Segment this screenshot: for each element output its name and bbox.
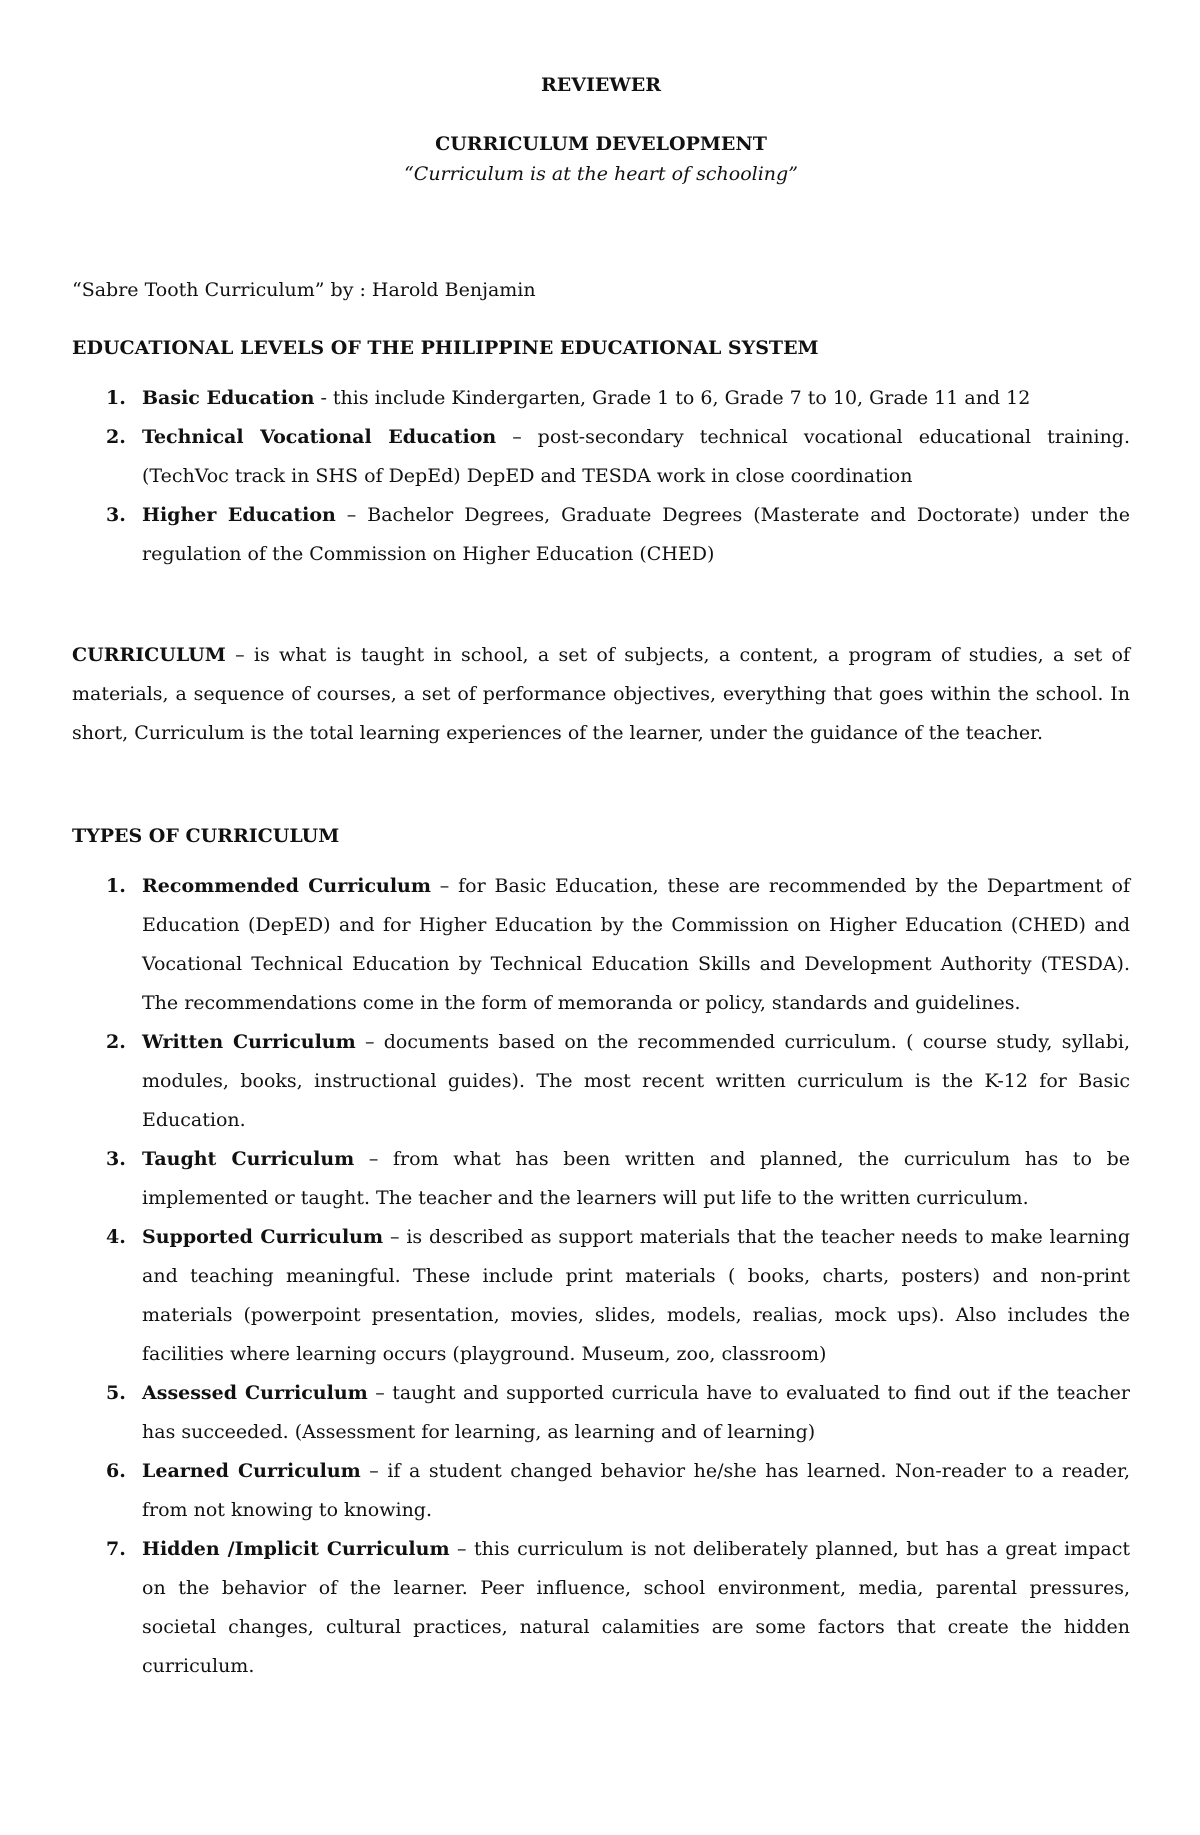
list-text: – Bachelor Degrees, Graduate Degrees (Masterate and Doctorate) under the regulation of the Commission on Higher Education (CHED)	[142, 504, 1130, 565]
list-number: 4.	[106, 1226, 126, 1248]
list-term: Taught Curriculum	[142, 1148, 355, 1170]
list-item	[72, 418, 1130, 496]
list-item	[72, 1530, 1130, 1686]
document-subtitle: CURRICULUM DEVELOPMENT	[435, 133, 767, 155]
list-number: 1.	[106, 387, 126, 409]
byline: “Sabre Tooth Curriculum” by : Harold Benjamin	[72, 279, 536, 301]
list-number: 3.	[106, 504, 126, 526]
list-text: – if a student changed behavior he/she has learned. Non-reader to a reader, from not knowing to knowing.	[142, 1460, 1131, 1521]
list-item	[72, 496, 1130, 574]
list-text: – taught and supported curricula have to evaluated to find out if the teacher has succeeded. (Assessment for learning, as learning and of learning)	[142, 1382, 1130, 1443]
curriculum-term: CURRICULUM	[72, 644, 226, 666]
list-number: 2.	[106, 426, 126, 448]
list-number: 7.	[106, 1538, 126, 1560]
epigraph: “Curriculum is at the heart of schooling”	[404, 163, 798, 185]
list-text: – post-secondary technical vocational educational training. (TechVoc track in SHS of DepEd) DepED and TESDA work in close coordination	[142, 426, 1131, 487]
list-number: 6.	[106, 1460, 126, 1482]
list-term: Basic Education	[142, 387, 315, 409]
list-item	[72, 1374, 1130, 1452]
list-item	[72, 1218, 1130, 1374]
levels-list	[72, 379, 1130, 574]
list-number: 1.	[106, 875, 126, 897]
list-term: Technical Vocational Education	[142, 426, 497, 448]
list-text: – documents based on the recommended curriculum. ( course study, syllabi, modules, books, instructional guides). The most recent written curriculum is the K-12 for Basic Education.	[142, 1031, 1130, 1131]
list-item	[72, 867, 1130, 1023]
list-text: – for Basic Education, these are recommended by the Department of Education (DepED) and for Higher Education by the Commission on Higher Education (CHED) and Vocational Technical Education by Technical Education Skills and Development Authority (TESDA). The recommendations come in the form of memoranda or policy, standards and guidelines.	[142, 875, 1130, 1014]
list-item	[72, 1023, 1130, 1140]
types-heading: TYPES OF CURRICULUM	[72, 825, 340, 847]
list-text: – this curriculum is not deliberately planned, but has a great impact on the behavior of the learner. Peer influence, school environment, media, parental pressures, societal changes, cultural practices, natural calamities are some factors that create the hidden curriculum.	[142, 1538, 1131, 1677]
list-term: Higher Education	[142, 504, 336, 526]
list-number: 3.	[106, 1148, 126, 1170]
list-term: Learned Curriculum	[142, 1460, 361, 1482]
list-term: Supported Curriculum	[142, 1226, 384, 1248]
list-item	[72, 1140, 1130, 1218]
list-term: Written Curriculum	[142, 1031, 356, 1053]
curriculum-text: – is what is taught in school, a set of subjects, a content, a program of studies, a set of materials, a sequence of courses, a set of performance objectives, everything that goes within the school. In short, Curriculum is the total learning experiences of the learner, under the guidance of the teacher.	[72, 644, 1130, 744]
levels-heading: EDUCATIONAL LEVELS OF THE PHILIPPINE EDUCATIONAL SYSTEM	[72, 337, 819, 359]
list-number: 2.	[106, 1031, 126, 1053]
list-text: - this include Kindergarten, Grade 1 to 6, Grade 7 to 10, Grade 11 and 12	[314, 387, 1031, 409]
list-text: – is described as support materials that the teacher needs to make learning and teaching meaningful. These include print materials ( books, charts, posters) and non-print materials (powerpoint presentation, movies, slides, models, realias, mock ups). Also includes the facilities where learning occurs (playground. Museum, zoo, classroom)	[142, 1226, 1131, 1365]
list-item	[72, 379, 1130, 418]
list-term: Assessed Curriculum	[142, 1382, 368, 1404]
list-term: Recommended Curriculum	[142, 875, 431, 897]
list-number: 5.	[106, 1382, 126, 1404]
list-item	[72, 1452, 1130, 1530]
document-title: REVIEWER	[541, 74, 661, 96]
list-text: – from what has been written and planned, the curriculum has to be implemented or taught. The teacher and the learners will put life to the written curriculum.	[142, 1148, 1130, 1209]
list-term: Hidden /Implicit Curriculum	[142, 1538, 450, 1560]
types-list	[72, 867, 1130, 1686]
curriculum-definition	[72, 636, 1130, 753]
